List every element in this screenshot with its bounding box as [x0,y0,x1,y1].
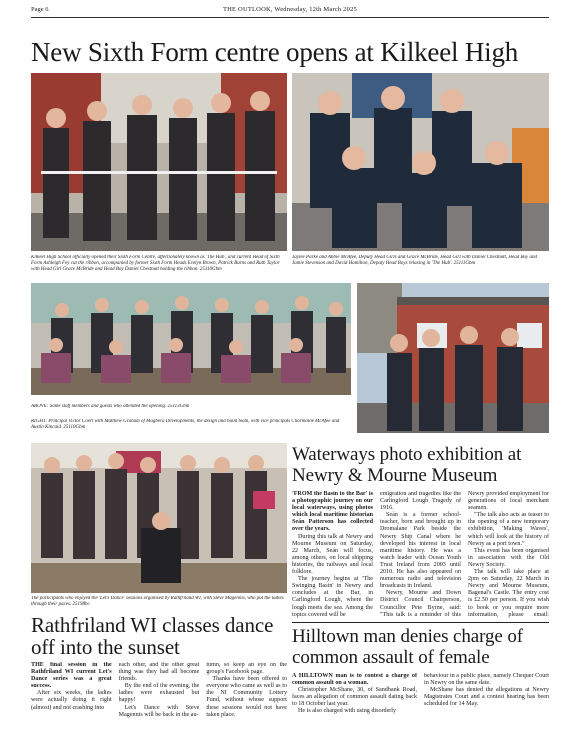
waterways-paragraph: Newry, Mourne and Down District Council Chairperson, Councillor Pete Byrne, said: "This talk is a reminder of this [380,590,461,618]
waterways-paragraph: Newry provided employment for generations of local merchant seamen. [468,491,549,512]
rathfriland-headline: Rathfriland WI classes dance off into the sunset [31,613,274,659]
waterways-headline: Waterways photo exhibition at Newry & Mourne Museum [292,444,522,486]
waterways-col-3 [468,491,549,619]
hilltown-paragraph: McShane has denied the allegations at Newry Magistrates Court and a contest hearing has been scheduled for 14 May. [424,687,549,708]
hilltown-paragraph: He is also charged with using disorderly [298,708,397,715]
hilltown-paragraph: Christopher McShane, 30, of Sandbank Road, faces an allegation of common assault dating back to 18 October last year. [292,687,417,708]
waterways-paragraph: emigration and tragedies like the Carlingford Lough Tragedy of 1916. [380,491,461,512]
waterways-paragraph: This event has been organised in association with the Old Newry Society. [468,547,549,568]
page-number: Page 6 [31,6,49,13]
rathfriland-paragraph: Thanks have been offered to everyone who came as well as to the NI Community Lottery Fund, without whose support these sessions would not have taken place. [206,676,287,718]
photo-dance-group [31,443,287,593]
waterways-lead: 'FROM the Basin to the Bar' is a photographic journey on our local waterways, using photos which local maritime historian Seán Patterson has collected over the years. [292,491,373,533]
rathfriland-paragraph: After six weeks, the ladies were actually doing it right (almost) and not crashing into [31,690,112,711]
hilltown-headline: Hilltown man denies charge of common assault of female [292,626,524,668]
waterways-paragraph: "The talk also acts as teaser to the opening of a new temporary exhibition, 'Making Waves', which will look at the history of Newry as a port town." [468,512,549,547]
rathfriland-col-1 [31,662,112,728]
waterways-body [292,491,549,619]
waterways-col-2 [380,491,461,619]
rathfriland-paragraph: Let's Dance with Steve Magennis will be back in the au- [118,704,200,718]
photo-ribbon-cutting [31,73,287,251]
hilltown-rule [292,622,549,623]
rathfriland-lead: THE final session in the Rathfriland WI current Let's Dance series was a great success. [31,662,112,690]
rathfriland-paragraph: tumn, so keep an eye on the group's Facebook page. [206,662,287,676]
rathfriland-col-2 [119,662,200,728]
header-rule [31,17,549,18]
hilltown-paragraph: behaviour in a public place, namely Chequer Court in Newry on the same date. [424,673,549,687]
photo-staff-group [31,283,351,395]
waterways-paragraph: The talk will take place at 2pm on Saturday, 22 March in Newry and Mourne Museum, Bagenal's Castle. The entry cost is £2.50 per person. If you wish to book or you require more information, please email: [468,569,549,618]
hilltown-body [292,673,549,729]
waterways-paragraph: During this talk at Newry and Mourne Museum on Saturday, 22 March, Seán will focus, among others, on local shipping histories, the railways and local folklore. [292,533,373,576]
hilltown-lead: A HILLTOWN man is to contest a charge of common assault on a woman. [292,673,417,687]
rathfriland-col-3 [206,662,287,728]
main-headline: New Sixth Form centre opens at Kilkeel High [31,37,519,67]
page-folio [31,6,549,16]
waterways-col-1 [292,491,373,619]
caption-students: Jaylee Parke and Abbie McAfee, Deputy Head Girls and Grace McBride, Head Girl with Daniel Chestnutt, Head Boy and Jamie Stevenson and David Hamilton, Deputy Head Boys relaxing in 'The Hub'. 25111Gbm [292,255,537,267]
rathfriland-paragraph: By the end of the evening, the ladies were exhausted but happy! [118,683,200,704]
hilltown-col-1 [292,673,417,729]
rathfriland-paragraph: each other, and the other great thing was they had all become friends. [118,662,200,683]
caption-building: RIGHT: Principal Victor Coert with Matthew Graham of Magbera Developments, the design and build team, with vice principals Charmaine McAfee and Austin Kincaid. 25110Gbm [31,419,340,431]
caption-ribbon: Kilkeel High School officially opened their Sixth Form Centre, affectionately known as 'The Hub', and current Head of Sixth Form Ashleigh Fey cut the ribbon, accompanied by former Sixth Form Heads Evelyn Brown, Patrick Burns and Ruth Taylor with Head Girl Grace McBride and Head Boy Daniel Chestnutt holding the ribbon. 25110Gbm [31,255,280,273]
waterways-paragraph: The journey begins at 'The Swinging Basin' in Newry and concludes at the Bar, in Carlingford Lough, where the lough meets the sea. Among the topics covered will be [292,576,373,618]
caption-dance: The participants who enjoyed the 'Let's Dance' sessions organised by Rathfriland WI, with Steve Magennis, who put the ladies through their paces. 25198bc [31,596,284,608]
photo-building-exterior [357,283,549,433]
masthead-date: THE OUTLOOK, Wednesday, 12th March 2025 [222,6,357,13]
hilltown-col-2 [424,673,549,729]
waterways-paragraph: Seán is a former school-teacher, born and brought up in Dromalane Park beside the Newry Ship Canal where he developed his interest in local maritime history. He was a watch leader with Ocean Youth Trust Ireland from 2003 until 2010. He has also appeared on numerous radio and television broadcasts in Ireland. [380,512,461,590]
caption-staff: ABOVE: Some staff members and guests who attended the opening. 25113Gbm [31,404,190,409]
rathfriland-body [31,662,287,728]
photo-students-hub [292,73,549,251]
